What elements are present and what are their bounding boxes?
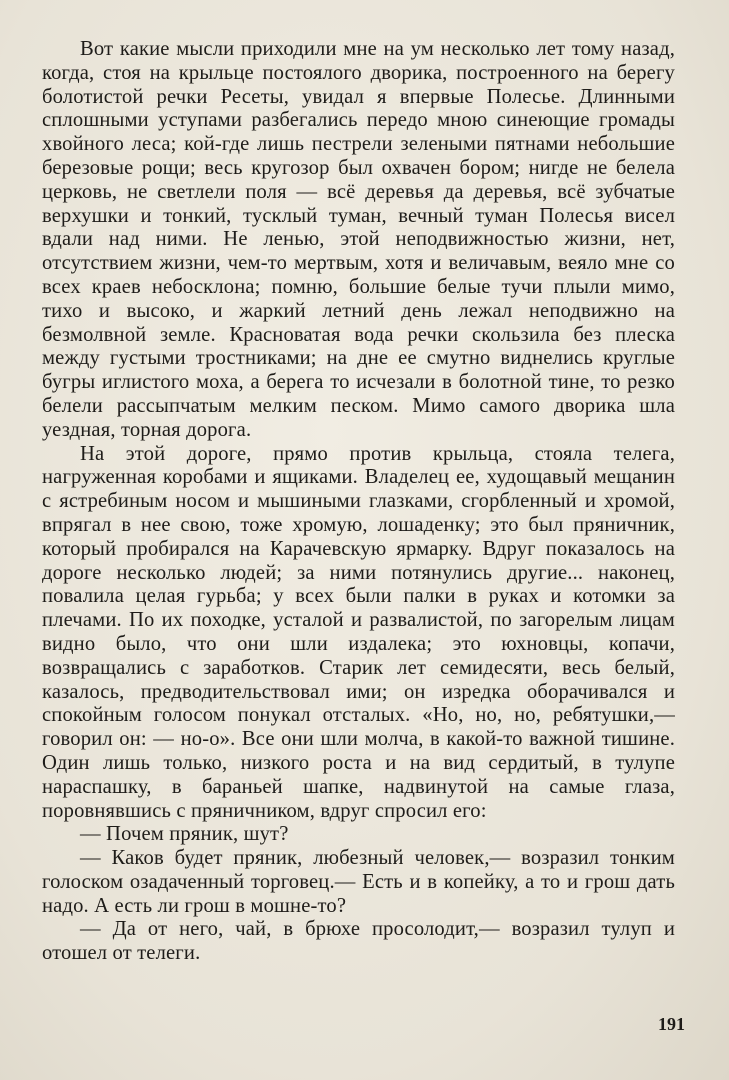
paragraph-1: Вот какие мысли приходили мне на ум несколько лет тому назад, когда, стоя на крыльце постоялого дворика, построенного на берегу болотистой речки Ресеты, увидал я впервые Полесье. Длинными сплошными уступами разбегались передо мною синеющие громады хвойного леса; кой-где лишь пестрели зелеными пятнами небольшие березовые рощи; весь кругозор был охвачен бором; нигде не белела церковь, не светлели поля — всё деревья да деревья, всё зубчатые верхушки и тонкий, тусклый туман, вечный туман Полесья висел вдали над ними. Не ленью, этой неподвижностью жизни, нет, отсутствием жизни, чем-то мертвым, хотя и величавым, веяло мне со всех краев небосклона; помню, большие белые тучи плыли мимо, тихо и высоко, и жаркий летний день лежал неподвижно на безмолвной земле. Красноватая вода речки скользила без плеска между густыми тростниками; на дне ее смутно виднелись круглые бугры иглистого моха, а берега то исчезали в болотной тине, то резко белели рассыпчатым мелким песком. Мимо самого дворика шла уездная, торная дорога. [42,38,675,441]
dialogue-line-3: — Да от него, чай, в брюхе просолодит,— возразил тулуп и отошел от телеги. [42,918,675,965]
paragraph-2: На этой дороге, прямо против крыльца, стояла телега, нагруженная коробами и ящиками. Владелец ее, худощавый мещанин с ястребиным носом и мышиными глазками, сгорбленный и хромой, впрягал в нее свою, тоже хромую, лошаденку; это был пряничник, который пробирался на Карачевскую ярмарку. Вдруг показалось на дороге несколько людей; за ними потянулись другие... наконец, повалила целая гурьба; у всех были палки в руках и котомки за плечами. По их походке, усталой и развалистой, по загорелым лицам видно было, что они шли издалека; это юхновцы, копачи, возвращались с заработков. Старик лет семидесяти, весь белый, казалось, предводительствовал ими; он изредка оборачивался и спокойным голосом понукал отсталых. «Но, но, но, ребятушки,— говорил он: — но-о». Все они шли молча, в какой-то важной тишине. Один лишь только, низкого роста и на вид сердитый, в тулупе нараспашку, в бараньей шапке, надвинутой на самые глаза, поровнявшись с пряничником, вдруг спросил его: [42,442,675,822]
page-number: 191 [658,1014,685,1034]
body-text [42,38,675,966]
dialogue-line-1: — Почем пряник, шут? [80,823,289,846]
dialogue-line-2: — Каков будет пряник, любезный человек,— возразил тонким голоском озадаченный торговец.— Есть и в копейку, а то и грош дать надо. А есть ли грош в мошне-то? [42,847,675,917]
